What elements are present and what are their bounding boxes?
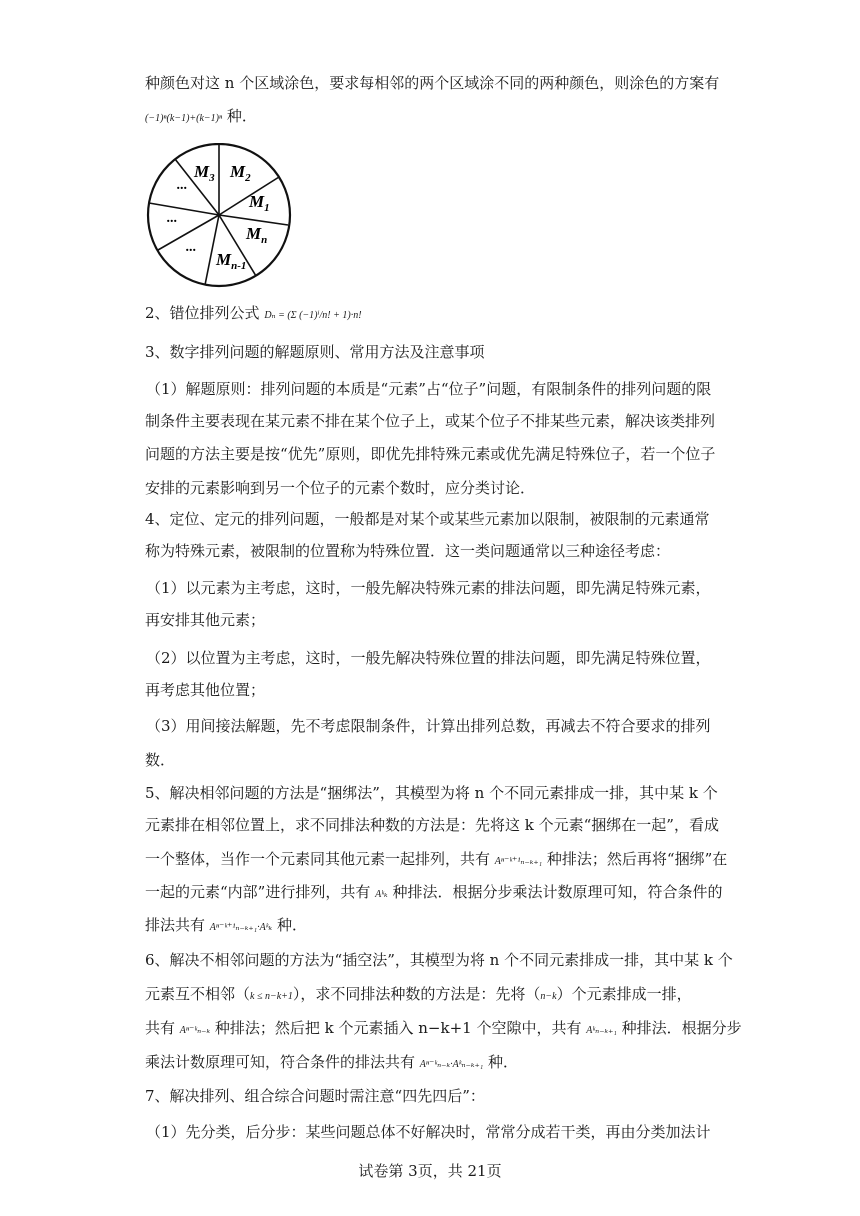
text: 种． bbox=[222, 107, 257, 125]
formula: Aⁿ⁻ᵏ⁺¹ₙ₋ₖ₊₁ bbox=[494, 856, 543, 867]
circle-diagram bbox=[141, 143, 301, 293]
text: ），求不同排法种数的方法是：先将（ bbox=[292, 985, 541, 1003]
region-ellipsis: ... bbox=[186, 240, 197, 255]
text: 一个整体，当作一个元素同其他元素一起排列，共有 bbox=[145, 850, 495, 868]
text-line: 再考虑其他位置； bbox=[145, 681, 266, 699]
formula: Aⁿ⁻ᵏ⁺¹ₙ₋ₖ₊₁·Aᵏₖ bbox=[209, 922, 273, 933]
text-line: 4、定位、定元的排列问题，一般都是对某个或某些元素加以限制，被限制的元素通常 bbox=[145, 510, 710, 528]
formula: (−1)ⁿ(k−1)+(k−1)ⁿ bbox=[145, 113, 223, 124]
text: 排法共有 bbox=[145, 916, 210, 934]
text: 种排法．根据分步 bbox=[616, 1019, 742, 1037]
text-line: 3、数字排列问题的解题原则、常用方法及注意事项 bbox=[145, 343, 485, 361]
text-line: （2）以位置为主考虑，这时，一般先解决特殊位置的排法问题，即先满足特殊位置， bbox=[146, 649, 711, 667]
formula: n−k bbox=[540, 991, 557, 1002]
text-line bbox=[145, 984, 725, 1007]
region-ellipsis: ... bbox=[167, 211, 178, 226]
text-line: （1）先分类，后分步：某些问题总体不好解决时，常常分成若干类，再由分类加法计 bbox=[146, 1123, 711, 1141]
formula: Aᵏₖ bbox=[375, 889, 388, 900]
text: 一起的元素“内部”进行排列，共有 bbox=[145, 883, 376, 901]
page-footer: 试卷第 3页，共 21页 bbox=[358, 1162, 502, 1180]
text-line: 种颜色对这 n 个区域涂色，要求每相邻的两个区域涂不同的两种颜色，则涂色的方案有 bbox=[145, 74, 720, 92]
formula: Aⁿ⁻ᵏₙ₋ₖ·Aᵏₙ₋ₖ₊₁ bbox=[419, 1059, 484, 1070]
region-label: $M_2$ bbox=[230, 162, 251, 184]
text: 种． bbox=[483, 1053, 519, 1071]
region-label: $M_3$ bbox=[194, 162, 215, 184]
text-line bbox=[145, 303, 725, 326]
text-line: 5、解决相邻问题的方法是“捆绑法”，其模型为将 n 个不同元素排成一排，其中某 k 个 bbox=[145, 784, 718, 802]
text-line bbox=[145, 1052, 725, 1075]
text-line bbox=[145, 915, 725, 938]
region-label: $M_n$ bbox=[246, 224, 268, 246]
text-line: 再安排其他元素； bbox=[145, 611, 266, 629]
text-line: 问题的方法主要是按“优先”原则，即优先排特殊元素或优先满足特殊位子，若一个位子 bbox=[145, 445, 716, 463]
text-line: 制条件主要表现在某元素不排在某个位子上，或某个位子不排某些元素，解决该类排列 bbox=[145, 412, 716, 430]
text-line bbox=[145, 106, 725, 129]
formula: Aⁿ⁻ᵏₙ₋ₖ bbox=[179, 1025, 211, 1036]
text-line bbox=[145, 849, 728, 872]
text-line: 称为特殊元素，被限制的位置称为特殊位置．这一类问题通常以三种途径考虑： bbox=[145, 542, 671, 560]
text: 乘法计数原理可知，符合条件的排法共有 bbox=[145, 1053, 420, 1071]
formula: Aᵏₙ₋ₖ₊₁ bbox=[586, 1025, 617, 1036]
text-line bbox=[145, 1018, 742, 1041]
text-line: （3）用间接法解题，先不考虑限制条件，计算出排列总数，再减去不符合要求的排列 bbox=[146, 717, 711, 735]
text: 种． bbox=[272, 916, 307, 934]
text: 共有 bbox=[145, 1019, 180, 1037]
text: 种排法；然后再将“捆绑”在 bbox=[542, 850, 728, 868]
text-line: 数． bbox=[145, 751, 176, 769]
text-line: 7、解决排列、组合综合问题时需注意“四先四后”： bbox=[145, 1087, 485, 1105]
text: ）个元素排成一排， bbox=[556, 985, 692, 1003]
formula: k ≤ n−k+1 bbox=[250, 991, 293, 1002]
text-line bbox=[145, 882, 725, 905]
formula: Dₙ = (Σ (−1)ⁱ/n! + 1)·n! bbox=[264, 310, 362, 321]
text: 2、错位排列公式 bbox=[145, 304, 265, 322]
text-line: （1）解题原则：排列问题的本质是“元素”占“位子”问题，有限制条件的排列问题的限 bbox=[146, 380, 712, 398]
text-line: （1）以元素为主考虑，这时，一般先解决特殊元素的排法问题，即先满足特殊元素， bbox=[146, 579, 711, 597]
text-line: 元素排在相邻位置上，求不同排法种数的方法是：先将这 k 个元素“捆绑在一起”，看成 bbox=[145, 816, 719, 834]
text: 种排法；然后把 k 个元素插入 n−k+1 个空隙中，共有 bbox=[210, 1019, 587, 1037]
text: 种排法．根据分步乘法计数原理可知，符合条件的 bbox=[387, 883, 723, 901]
text: 元素互不相邻（ bbox=[145, 985, 251, 1003]
region-label: $M_{n-1}$ bbox=[216, 250, 247, 272]
region-label: $M_1$ bbox=[249, 192, 270, 214]
region-ellipsis: ... bbox=[177, 178, 188, 193]
text-line: 安排的元素影响到另一个位子的元素个数时，应分类讨论． bbox=[145, 479, 536, 497]
text-line: 6、解决不相邻问题的方法为“插空法”，其模型为将 n 个不同元素排成一排，其中某 k 个 bbox=[145, 951, 733, 969]
